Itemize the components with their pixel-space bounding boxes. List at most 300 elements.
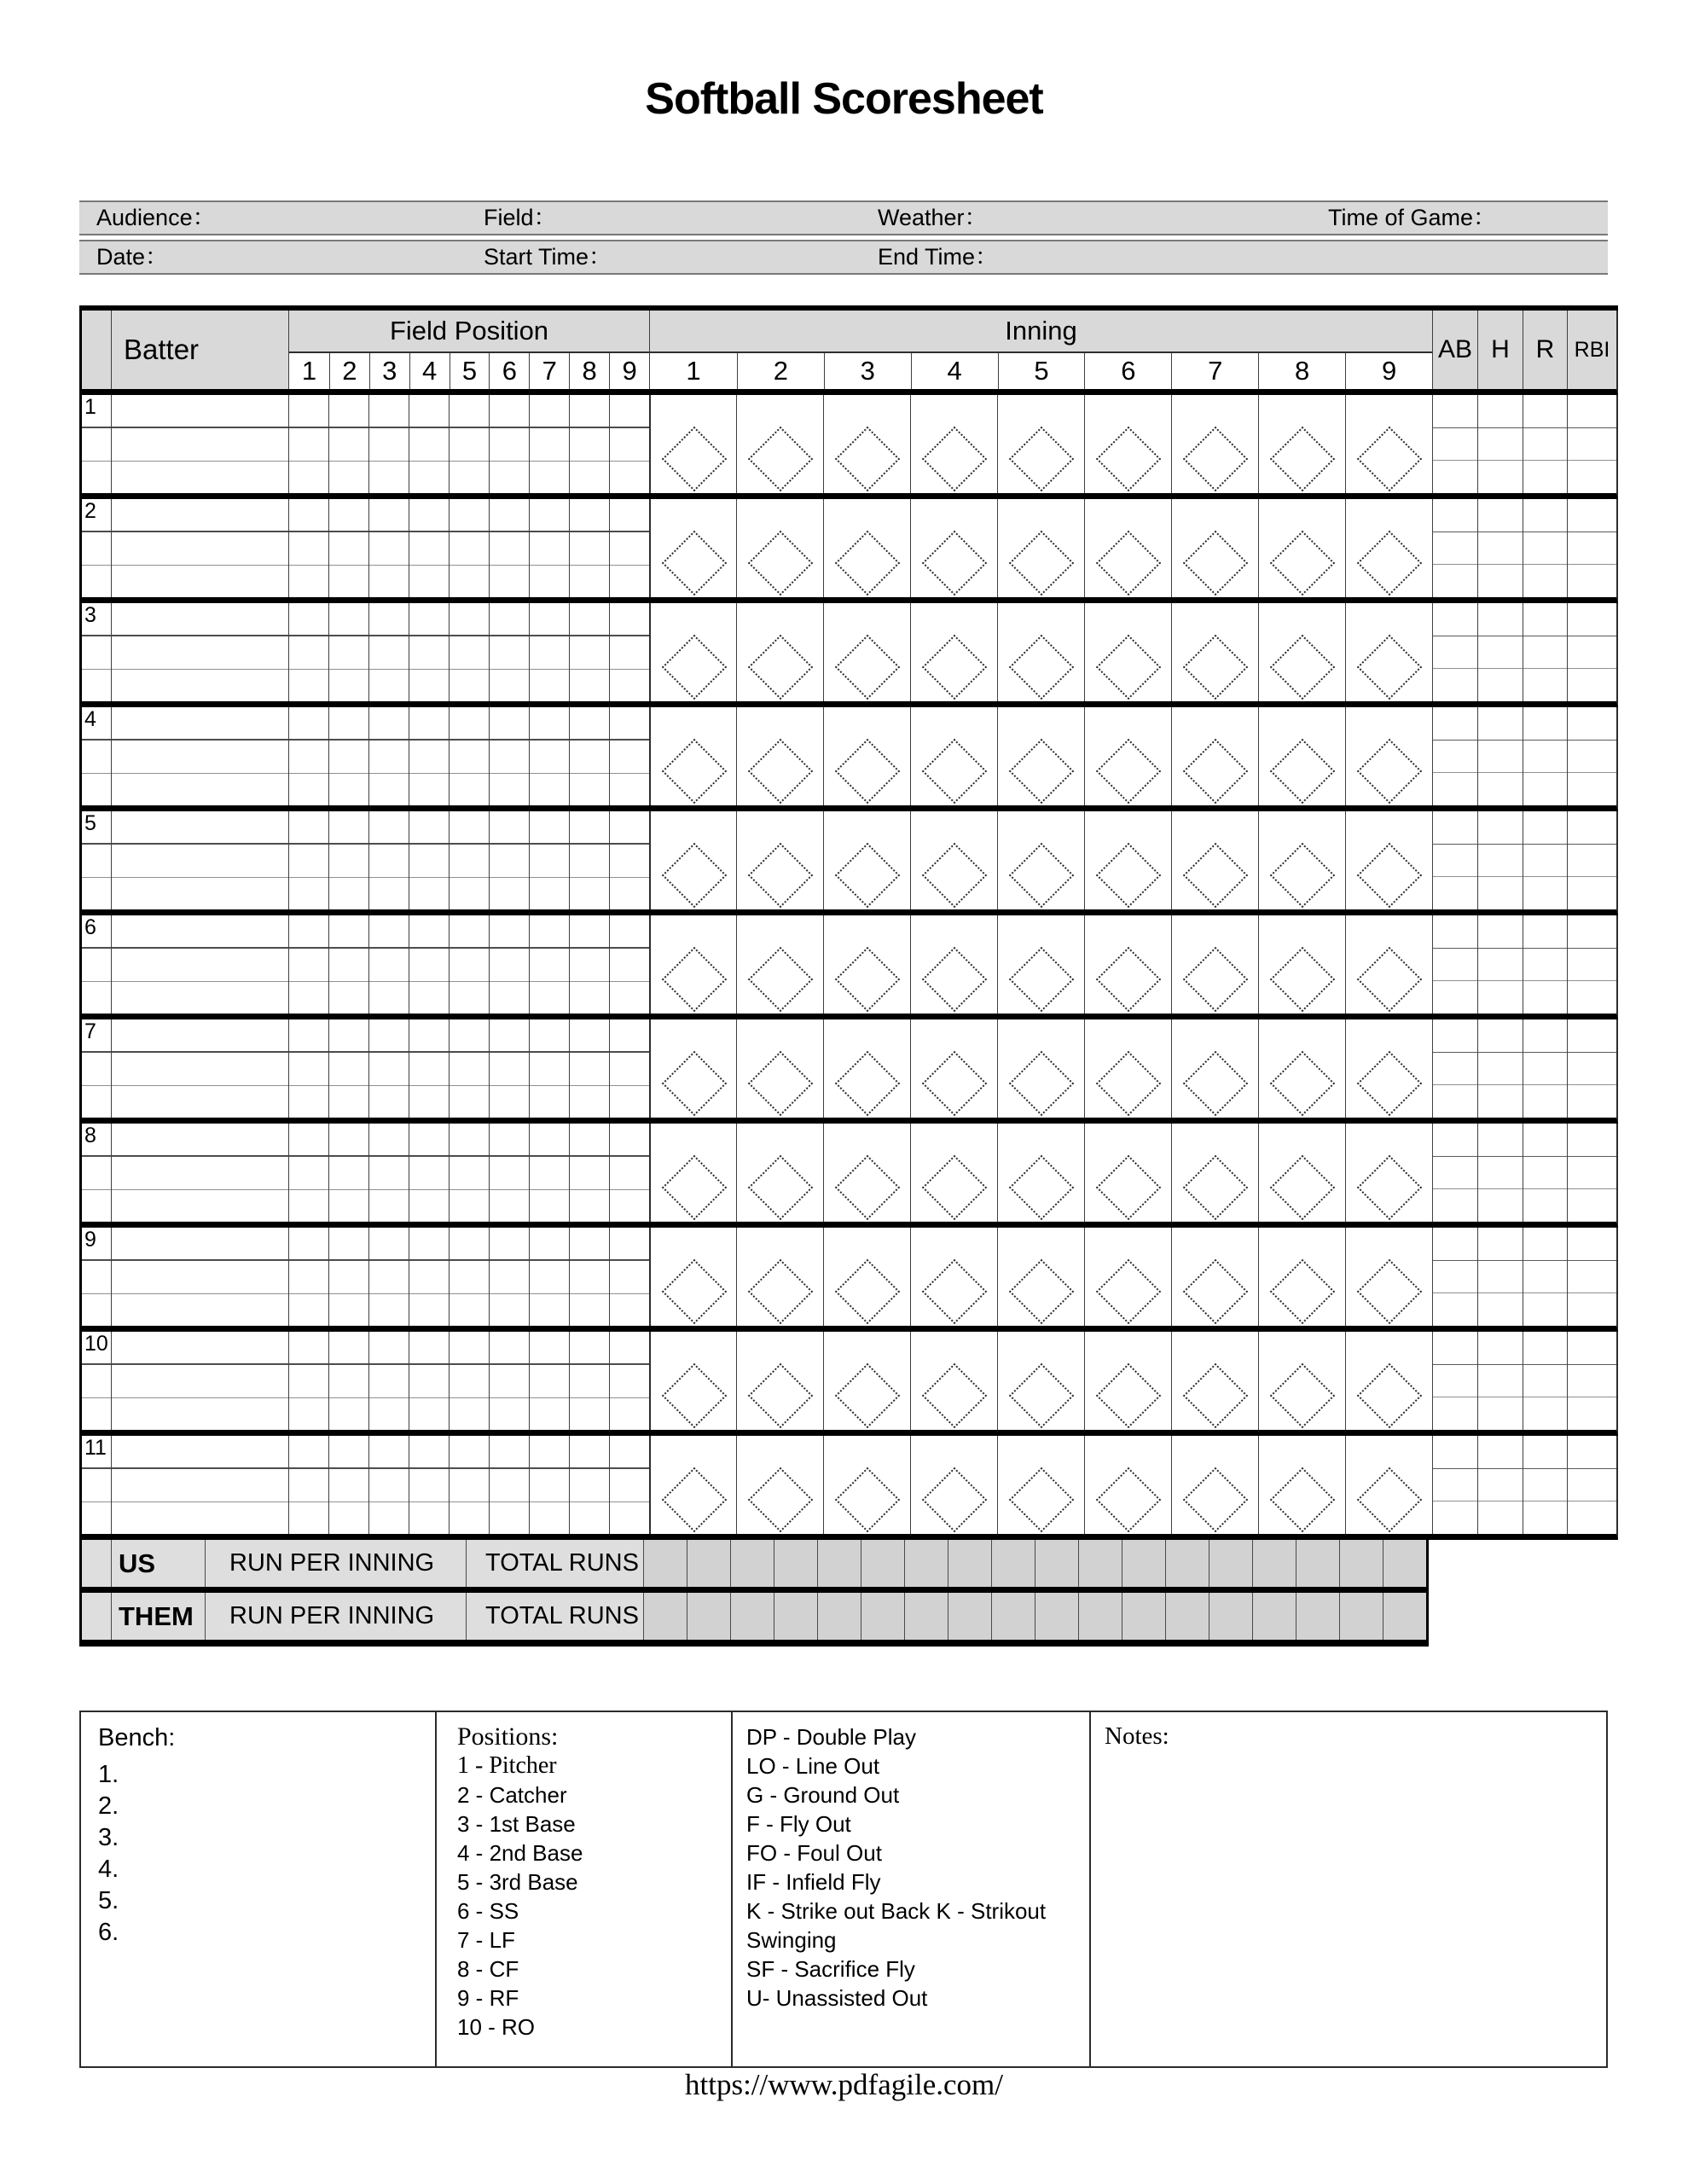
field-position-cell[interactable] <box>570 1436 609 1469</box>
field-position-cell[interactable] <box>289 1190 328 1222</box>
field-position-cell[interactable] <box>610 462 649 493</box>
field-position-cell[interactable] <box>289 811 328 845</box>
field-position-cell[interactable] <box>530 395 569 428</box>
field-position-cell[interactable] <box>369 915 409 949</box>
run-cell[interactable] <box>948 1593 991 1640</box>
field-position-cell[interactable] <box>289 741 328 773</box>
batter-name-cell[interactable] <box>112 811 288 845</box>
stat-cell[interactable] <box>1523 1397 1567 1430</box>
stat-cell[interactable] <box>1433 1053 1477 1086</box>
run-cell[interactable] <box>1165 1540 1209 1587</box>
inning-scoring-cell[interactable] <box>736 1019 823 1118</box>
field-position-cell[interactable] <box>490 532 529 565</box>
field-position-cell[interactable] <box>530 1294 569 1326</box>
field-position-cell[interactable] <box>409 982 449 1014</box>
stat-cell[interactable] <box>1568 915 1616 949</box>
field-position-cell[interactable] <box>289 1436 328 1469</box>
field-position-cell[interactable] <box>369 428 409 461</box>
field-position-cell[interactable] <box>369 1019 409 1053</box>
stat-cell[interactable] <box>1568 1332 1616 1365</box>
inning-scoring-cell[interactable] <box>823 707 910 805</box>
notes-column[interactable] <box>1089 1712 1606 2066</box>
field-position-cell[interactable] <box>570 1019 609 1053</box>
run-cell[interactable] <box>1339 1593 1383 1640</box>
field-position-cell[interactable] <box>450 1086 489 1118</box>
field-position-cell[interactable] <box>450 1502 489 1534</box>
stat-cell[interactable] <box>1523 915 1567 949</box>
inning-scoring-cell[interactable] <box>1258 1436 1345 1534</box>
field-position-cell[interactable] <box>329 1261 368 1293</box>
stat-cell[interactable] <box>1433 981 1477 1014</box>
field-position-cell[interactable] <box>409 499 449 532</box>
stat-cell[interactable] <box>1478 981 1523 1014</box>
field-position-cell[interactable] <box>450 707 489 741</box>
field-position-cell[interactable] <box>450 1190 489 1222</box>
field-position-cell[interactable] <box>289 1261 328 1293</box>
run-cell[interactable] <box>1122 1593 1165 1640</box>
field-position-cell[interactable] <box>610 811 649 845</box>
bench-line[interactable]: 5. <box>98 1887 119 1914</box>
batter-name-cell[interactable] <box>112 566 288 597</box>
field-position-cell[interactable] <box>409 1436 449 1469</box>
field-position-cell[interactable] <box>570 982 609 1014</box>
field-position-cell[interactable] <box>610 1124 649 1157</box>
field-position-cell[interactable] <box>530 566 569 597</box>
field-position-cell[interactable] <box>329 707 368 741</box>
field-position-cell[interactable] <box>530 462 569 493</box>
field-position-cell[interactable] <box>409 636 449 669</box>
stat-cell[interactable] <box>1478 565 1523 597</box>
field-position-cell[interactable] <box>530 1398 569 1430</box>
stat-cell[interactable] <box>1478 603 1523 636</box>
field-position-cell[interactable] <box>329 741 368 773</box>
stat-cell[interactable] <box>1568 1469 1616 1502</box>
stat-cell[interactable] <box>1478 741 1523 774</box>
field-position-cell[interactable] <box>409 1124 449 1157</box>
stat-cell[interactable] <box>1523 499 1567 532</box>
inning-scoring-cell[interactable] <box>1084 811 1171 909</box>
field-position-cell[interactable] <box>530 811 569 845</box>
stat-cell[interactable] <box>1568 1085 1616 1118</box>
batter-name-cell[interactable] <box>112 1469 288 1502</box>
inning-scoring-cell[interactable] <box>1084 1124 1171 1222</box>
stat-cell[interactable] <box>1433 707 1477 741</box>
field-position-cell[interactable] <box>409 1365 449 1397</box>
stat-cell[interactable] <box>1478 1019 1523 1053</box>
stat-cell[interactable] <box>1568 1436 1616 1469</box>
field-position-cell[interactable] <box>289 1502 328 1534</box>
field-position-cell[interactable] <box>490 1436 529 1469</box>
run-cell[interactable] <box>774 1593 817 1640</box>
stat-cell[interactable] <box>1523 669 1567 701</box>
run-cell[interactable] <box>817 1593 861 1640</box>
field-position-cell[interactable] <box>329 1190 368 1222</box>
field-position-cell[interactable] <box>450 1261 489 1293</box>
run-cell[interactable] <box>861 1593 904 1640</box>
field-position-cell[interactable] <box>490 845 529 877</box>
stat-cell[interactable] <box>1433 1502 1477 1534</box>
field-position-cell[interactable] <box>610 915 649 949</box>
stat-cell[interactable] <box>1523 1124 1567 1157</box>
inning-scoring-cell[interactable] <box>736 915 823 1014</box>
inning-scoring-cell[interactable] <box>1345 1436 1432 1534</box>
inning-scoring-cell[interactable] <box>997 1436 1084 1534</box>
field-position-cell[interactable] <box>329 1365 368 1397</box>
field-position-cell[interactable] <box>450 499 489 532</box>
stat-cell[interactable] <box>1433 1397 1477 1430</box>
field-position-cell[interactable] <box>289 395 328 428</box>
field-position-cell[interactable] <box>369 1502 409 1534</box>
field-position-cell[interactable] <box>409 1294 449 1326</box>
stat-cell[interactable] <box>1478 1157 1523 1190</box>
field-position-cell[interactable] <box>369 499 409 532</box>
field-position-cell[interactable] <box>610 1053 649 1085</box>
field-position-cell[interactable] <box>289 428 328 461</box>
inning-scoring-cell[interactable] <box>1258 811 1345 909</box>
stat-cell[interactable] <box>1568 461 1616 493</box>
run-cell[interactable] <box>687 1593 730 1640</box>
field-position-cell[interactable] <box>369 532 409 565</box>
field-position-cell[interactable] <box>329 499 368 532</box>
field-position-cell[interactable] <box>369 774 409 805</box>
field-position-cell[interactable] <box>490 566 529 597</box>
field-position-cell[interactable] <box>289 878 328 909</box>
inning-scoring-cell[interactable] <box>1171 811 1258 909</box>
stat-cell[interactable] <box>1433 1157 1477 1190</box>
stat-cell[interactable] <box>1433 532 1477 566</box>
batter-name-cell[interactable] <box>112 741 288 773</box>
field-position-cell[interactable] <box>570 532 609 565</box>
run-cell[interactable] <box>904 1540 948 1587</box>
stat-cell[interactable] <box>1478 1436 1523 1469</box>
field-position-cell[interactable] <box>450 982 489 1014</box>
field-position-cell[interactable] <box>610 1502 649 1534</box>
field-position-cell[interactable] <box>289 499 328 532</box>
inning-scoring-cell[interactable] <box>910 395 997 493</box>
field-position-cell[interactable] <box>409 1019 449 1053</box>
stat-cell[interactable] <box>1478 1189 1523 1222</box>
batter-name-cell[interactable] <box>112 395 288 428</box>
batter-name-cell[interactable] <box>112 1261 288 1293</box>
stat-cell[interactable] <box>1523 741 1567 774</box>
field-position-cell[interactable] <box>409 774 449 805</box>
field-position-cell[interactable] <box>409 1469 449 1502</box>
batter-name-cell[interactable] <box>112 845 288 877</box>
field-position-cell[interactable] <box>409 462 449 493</box>
stat-cell[interactable] <box>1523 949 1567 982</box>
inning-scoring-cell[interactable] <box>910 603 997 701</box>
field-position-cell[interactable] <box>409 1157 449 1189</box>
field-position-cell[interactable] <box>409 566 449 597</box>
run-cell[interactable] <box>687 1540 730 1587</box>
field-position-cell[interactable] <box>490 741 529 773</box>
inning-scoring-cell[interactable] <box>910 499 997 597</box>
field-position-cell[interactable] <box>369 1124 409 1157</box>
field-position-cell[interactable] <box>369 1436 409 1469</box>
batter-name-cell[interactable] <box>112 1053 288 1085</box>
field-position-cell[interactable] <box>530 1469 569 1502</box>
stat-cell[interactable] <box>1568 877 1616 909</box>
stat-cell[interactable] <box>1568 565 1616 597</box>
field-position-cell[interactable] <box>329 1086 368 1118</box>
batter-name-cell[interactable] <box>112 1294 288 1326</box>
field-position-cell[interactable] <box>490 1469 529 1502</box>
stat-cell[interactable] <box>1433 603 1477 636</box>
inning-scoring-cell[interactable] <box>1258 915 1345 1014</box>
stat-cell[interactable] <box>1568 395 1616 428</box>
stat-cell[interactable] <box>1568 669 1616 701</box>
field-position-cell[interactable] <box>570 1157 609 1189</box>
field-position-cell[interactable] <box>490 1157 529 1189</box>
inning-scoring-cell[interactable] <box>1258 395 1345 493</box>
stat-cell[interactable] <box>1568 1228 1616 1261</box>
field-position-cell[interactable] <box>570 1332 609 1365</box>
field-position-cell[interactable] <box>530 1157 569 1189</box>
run-cell[interactable] <box>1383 1593 1426 1640</box>
field-position-cell[interactable] <box>570 1086 609 1118</box>
field-position-cell[interactable] <box>610 1294 649 1326</box>
inning-scoring-cell[interactable] <box>997 1019 1084 1118</box>
field-position-cell[interactable] <box>570 878 609 909</box>
stat-cell[interactable] <box>1523 461 1567 493</box>
inning-scoring-cell[interactable] <box>649 1124 736 1222</box>
batter-name-cell[interactable] <box>112 1332 288 1365</box>
field-position-cell[interactable] <box>610 1398 649 1430</box>
field-position-cell[interactable] <box>329 845 368 877</box>
field-position-cell[interactable] <box>490 707 529 741</box>
field-position-cell[interactable] <box>409 707 449 741</box>
field-position-cell[interactable] <box>450 741 489 773</box>
inning-scoring-cell[interactable] <box>1258 1332 1345 1430</box>
stat-cell[interactable] <box>1523 1053 1567 1086</box>
inning-scoring-cell[interactable] <box>823 1332 910 1430</box>
stat-cell[interactable] <box>1523 532 1567 566</box>
stat-cell[interactable] <box>1568 773 1616 805</box>
inning-scoring-cell[interactable] <box>1171 1228 1258 1326</box>
stat-cell[interactable] <box>1433 877 1477 909</box>
run-cell[interactable] <box>1035 1593 1078 1640</box>
stat-cell[interactable] <box>1478 499 1523 532</box>
inning-scoring-cell[interactable] <box>910 707 997 805</box>
field-position-cell[interactable] <box>450 1294 489 1326</box>
field-position-cell[interactable] <box>450 636 489 669</box>
stat-cell[interactable] <box>1523 428 1567 462</box>
inning-scoring-cell[interactable] <box>997 603 1084 701</box>
stat-cell[interactable] <box>1433 915 1477 949</box>
stat-cell[interactable] <box>1568 1502 1616 1534</box>
batter-name-cell[interactable] <box>112 1365 288 1397</box>
field-position-cell[interactable] <box>329 1053 368 1085</box>
field-position-cell[interactable] <box>530 949 569 981</box>
field-position-cell[interactable] <box>369 741 409 773</box>
field-position-cell[interactable] <box>610 1228 649 1261</box>
field-position-cell[interactable] <box>409 845 449 877</box>
field-position-cell[interactable] <box>409 603 449 636</box>
field-position-cell[interactable] <box>490 878 529 909</box>
field-position-cell[interactable] <box>530 1190 569 1222</box>
stat-cell[interactable] <box>1523 877 1567 909</box>
stat-cell[interactable] <box>1568 1293 1616 1326</box>
stat-cell[interactable] <box>1433 565 1477 597</box>
field-position-cell[interactable] <box>570 670 609 701</box>
stat-cell[interactable] <box>1523 707 1567 741</box>
field-position-cell[interactable] <box>329 1019 368 1053</box>
inning-scoring-cell[interactable] <box>1084 707 1171 805</box>
field-position-cell[interactable] <box>570 603 609 636</box>
field-position-cell[interactable] <box>409 741 449 773</box>
field-position-cell[interactable] <box>369 982 409 1014</box>
batter-name-cell[interactable] <box>112 1157 288 1189</box>
field-position-cell[interactable] <box>570 395 609 428</box>
batter-name-cell[interactable] <box>112 707 288 741</box>
inning-scoring-cell[interactable] <box>997 811 1084 909</box>
inning-scoring-cell[interactable] <box>736 1332 823 1430</box>
field-position-cell[interactable] <box>289 982 328 1014</box>
inning-scoring-cell[interactable] <box>910 1019 997 1118</box>
inning-scoring-cell[interactable] <box>910 1332 997 1430</box>
field-position-cell[interactable] <box>490 915 529 949</box>
field-position-cell[interactable] <box>490 1228 529 1261</box>
field-position-cell[interactable] <box>369 707 409 741</box>
field-position-cell[interactable] <box>490 1190 529 1222</box>
field-position-cell[interactable] <box>610 395 649 428</box>
field-position-cell[interactable] <box>450 428 489 461</box>
batter-name-cell[interactable] <box>112 774 288 805</box>
inning-scoring-cell[interactable] <box>1084 395 1171 493</box>
stat-cell[interactable] <box>1523 1261 1567 1294</box>
field-position-cell[interactable] <box>530 915 569 949</box>
field-position-cell[interactable] <box>570 774 609 805</box>
inning-scoring-cell[interactable] <box>1171 1436 1258 1534</box>
stat-cell[interactable] <box>1568 741 1616 774</box>
run-cell[interactable] <box>1165 1593 1209 1640</box>
field-position-cell[interactable] <box>450 1398 489 1430</box>
field-position-cell[interactable] <box>329 1436 368 1469</box>
run-cell[interactable] <box>1383 1540 1426 1587</box>
field-position-cell[interactable] <box>570 1124 609 1157</box>
batter-name-cell[interactable] <box>112 636 288 669</box>
stat-cell[interactable] <box>1433 669 1477 701</box>
stat-cell[interactable] <box>1478 532 1523 566</box>
field-position-cell[interactable] <box>450 878 489 909</box>
stat-cell[interactable] <box>1478 669 1523 701</box>
field-position-cell[interactable] <box>450 1332 489 1365</box>
stat-cell[interactable] <box>1568 1019 1616 1053</box>
field-position-cell[interactable] <box>570 462 609 493</box>
inning-scoring-cell[interactable] <box>997 1228 1084 1326</box>
batter-name-cell[interactable] <box>112 878 288 909</box>
stat-cell[interactable] <box>1433 1228 1477 1261</box>
inning-scoring-cell[interactable] <box>1258 499 1345 597</box>
stat-cell[interactable] <box>1478 1053 1523 1086</box>
field-position-cell[interactable] <box>450 1053 489 1085</box>
stat-cell[interactable] <box>1523 1502 1567 1534</box>
stat-cell[interactable] <box>1568 1157 1616 1190</box>
inning-scoring-cell[interactable] <box>1345 395 1432 493</box>
field-position-cell[interactable] <box>610 499 649 532</box>
run-cell[interactable] <box>1339 1540 1383 1587</box>
field-position-cell[interactable] <box>289 1019 328 1053</box>
stat-cell[interactable] <box>1568 949 1616 982</box>
batter-name-cell[interactable] <box>112 915 288 949</box>
field-position-cell[interactable] <box>610 1190 649 1222</box>
inning-scoring-cell[interactable] <box>736 1436 823 1534</box>
field-position-cell[interactable] <box>610 603 649 636</box>
inning-scoring-cell[interactable] <box>823 1228 910 1326</box>
field-position-cell[interactable] <box>490 1261 529 1293</box>
field-position-cell[interactable] <box>490 1124 529 1157</box>
field-position-cell[interactable] <box>530 982 569 1014</box>
inning-scoring-cell[interactable] <box>736 707 823 805</box>
stat-cell[interactable] <box>1523 1189 1567 1222</box>
run-cell[interactable] <box>991 1540 1035 1587</box>
stat-cell[interactable] <box>1478 1469 1523 1502</box>
field-position-cell[interactable] <box>610 1261 649 1293</box>
stat-cell[interactable] <box>1568 845 1616 878</box>
stat-cell[interactable] <box>1433 461 1477 493</box>
stat-cell[interactable] <box>1433 1189 1477 1222</box>
field-position-cell[interactable] <box>570 428 609 461</box>
field-position-cell[interactable] <box>530 1053 569 1085</box>
stat-cell[interactable] <box>1433 741 1477 774</box>
stat-cell[interactable] <box>1568 636 1616 670</box>
field-position-cell[interactable] <box>289 1157 328 1189</box>
field-position-cell[interactable] <box>369 603 409 636</box>
batter-name-cell[interactable] <box>112 670 288 701</box>
inning-scoring-cell[interactable] <box>736 811 823 909</box>
field-position-cell[interactable] <box>610 949 649 981</box>
field-position-cell[interactable] <box>369 1398 409 1430</box>
inning-scoring-cell[interactable] <box>997 1124 1084 1222</box>
stat-cell[interactable] <box>1433 949 1477 982</box>
field-position-cell[interactable] <box>450 1019 489 1053</box>
field-position-cell[interactable] <box>409 1086 449 1118</box>
field-position-cell[interactable] <box>369 1332 409 1365</box>
stat-cell[interactable] <box>1523 603 1567 636</box>
stat-cell[interactable] <box>1478 877 1523 909</box>
inning-scoring-cell[interactable] <box>1345 1019 1432 1118</box>
inning-scoring-cell[interactable] <box>1084 1228 1171 1326</box>
batter-name-cell[interactable] <box>112 532 288 565</box>
field-position-cell[interactable] <box>409 811 449 845</box>
field-position-cell[interactable] <box>530 1124 569 1157</box>
field-position-cell[interactable] <box>409 1332 449 1365</box>
inning-scoring-cell[interactable] <box>1345 499 1432 597</box>
field-position-cell[interactable] <box>490 499 529 532</box>
field-position-cell[interactable] <box>289 915 328 949</box>
inning-scoring-cell[interactable] <box>910 1436 997 1534</box>
field-position-cell[interactable] <box>329 1502 368 1534</box>
field-position-cell[interactable] <box>570 636 609 669</box>
field-position-cell[interactable] <box>610 670 649 701</box>
field-position-cell[interactable] <box>369 845 409 877</box>
field-position-cell[interactable] <box>570 1261 609 1293</box>
field-position-cell[interactable] <box>570 566 609 597</box>
inning-scoring-cell[interactable] <box>736 499 823 597</box>
field-position-cell[interactable] <box>450 566 489 597</box>
field-position-cell[interactable] <box>409 949 449 981</box>
stat-cell[interactable] <box>1433 1124 1477 1157</box>
stat-cell[interactable] <box>1478 707 1523 741</box>
run-cell[interactable] <box>730 1540 774 1587</box>
field-position-cell[interactable] <box>490 462 529 493</box>
field-position-cell[interactable] <box>570 915 609 949</box>
field-position-cell[interactable] <box>369 811 409 845</box>
bench-line[interactable]: 4. <box>98 1856 119 1883</box>
stat-cell[interactable] <box>1523 811 1567 845</box>
inning-scoring-cell[interactable] <box>649 811 736 909</box>
inning-scoring-cell[interactable] <box>997 915 1084 1014</box>
